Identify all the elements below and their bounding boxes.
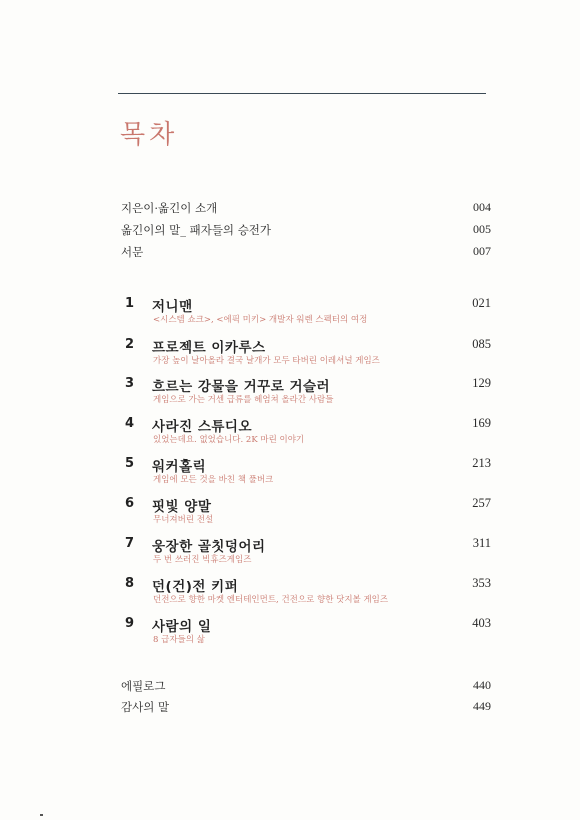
chapter-entry-8[interactable] bbox=[121, 576, 491, 612]
chapter-entry-4[interactable] bbox=[121, 416, 491, 452]
chapter-subtitle: 가장 높이 날아올라 결국 날개가 모두 타버린 이레셔널 게임즈 bbox=[153, 356, 380, 366]
chapter-number: 2 bbox=[125, 337, 135, 352]
chapter-subtitle: 8 급자들의 삶 bbox=[153, 635, 205, 645]
chapter-title: 던(건)전 키퍼 bbox=[152, 579, 239, 595]
chapter-page: 353 bbox=[472, 576, 491, 590]
chapter-page: 169 bbox=[472, 416, 491, 430]
chapter-page: 129 bbox=[472, 376, 491, 390]
chapter-entry-7[interactable] bbox=[121, 536, 491, 572]
chapter-subtitle: 있었는데요. 없었습니다. 2K 마린 이야기 bbox=[153, 435, 305, 445]
chapter-page: 085 bbox=[472, 337, 491, 351]
chapter-number: 9 bbox=[125, 616, 135, 631]
chapter-page: 403 bbox=[472, 616, 491, 630]
chapter-title: 워커홀릭 bbox=[152, 459, 207, 475]
chapter-page: 213 bbox=[472, 456, 491, 470]
chapter-title: 핏빛 양말 bbox=[152, 499, 212, 515]
toc-entry-label: 지은이·옮긴이 소개 bbox=[121, 201, 218, 215]
chapter-number: 7 bbox=[125, 536, 135, 551]
chapter-entry-9[interactable] bbox=[121, 616, 491, 652]
chapter-subtitle: 두 번 쓰러진 빅휴즈게임즈 bbox=[153, 555, 252, 565]
toc-entry-label: 에필로그 bbox=[121, 679, 166, 693]
toc-entry-page: 007 bbox=[473, 244, 491, 258]
chapter-subtitle: 던전으로 향한 마켓 엔터테인먼트, 건전으로 향한 닷지볼 게임즈 bbox=[153, 595, 389, 605]
chapter-subtitle: <시스템 쇼크>, <에픽 미키> 개발자 워렌 스펙터의 여정 bbox=[153, 315, 368, 325]
toc-entry-translator-note[interactable] bbox=[121, 222, 491, 240]
chapter-title: 저니맨 bbox=[152, 299, 193, 315]
chapter-page: 311 bbox=[472, 536, 491, 550]
chapter-entry-1[interactable] bbox=[121, 296, 491, 332]
chapter-title: 프로젝트 이카루스 bbox=[152, 340, 266, 356]
chapter-entry-2[interactable] bbox=[121, 337, 491, 373]
toc-entry-page: 005 bbox=[473, 222, 491, 236]
chapter-number: 5 bbox=[125, 456, 135, 471]
toc-entry-authors[interactable] bbox=[121, 200, 491, 218]
toc-entry-page: 449 bbox=[473, 699, 491, 713]
chapter-number: 3 bbox=[125, 376, 135, 391]
chapter-number: 4 bbox=[125, 416, 135, 431]
chapter-page: 021 bbox=[472, 296, 491, 310]
chapter-title: 사라진 스튜디오 bbox=[152, 419, 252, 435]
chapter-entry-6[interactable] bbox=[121, 496, 491, 532]
toc-entry-label: 서문 bbox=[121, 245, 144, 259]
chapter-number: 1 bbox=[125, 296, 135, 311]
toc-entry-page: 440 bbox=[473, 678, 491, 692]
toc-entry-label: 감사의 말 bbox=[121, 700, 170, 714]
scan-artifact bbox=[40, 814, 43, 816]
chapter-title: 흐르는 강물을 거꾸로 거슬러 bbox=[152, 379, 331, 395]
chapter-entry-5[interactable] bbox=[121, 456, 491, 492]
toc-entry-page: 004 bbox=[473, 200, 491, 214]
chapter-number: 6 bbox=[125, 496, 135, 511]
chapter-subtitle: 무너져버린 전설 bbox=[153, 515, 214, 525]
toc-entry-acknowledgments[interactable] bbox=[121, 699, 491, 717]
chapter-subtitle: 게임으로 가는 거센 급류를 헤엄쳐 올라간 사람들 bbox=[153, 395, 334, 405]
top-rule bbox=[118, 93, 486, 94]
chapter-title: 사람의 일 bbox=[152, 619, 212, 635]
chapter-number: 8 bbox=[125, 576, 135, 591]
chapter-page: 257 bbox=[472, 496, 491, 510]
chapter-entry-3[interactable] bbox=[121, 376, 491, 412]
page-title: 목차 bbox=[120, 120, 179, 150]
chapter-subtitle: 게임에 모든 것을 바친 책 풀버크 bbox=[153, 475, 274, 485]
toc-entry-preface[interactable] bbox=[121, 244, 491, 262]
toc-entry-label: 옮긴이의 말_ 패자들의 승전가 bbox=[121, 223, 272, 237]
chapter-title: 웅장한 골칫덩어리 bbox=[152, 539, 266, 555]
toc-entry-epilogue[interactable] bbox=[121, 678, 491, 696]
